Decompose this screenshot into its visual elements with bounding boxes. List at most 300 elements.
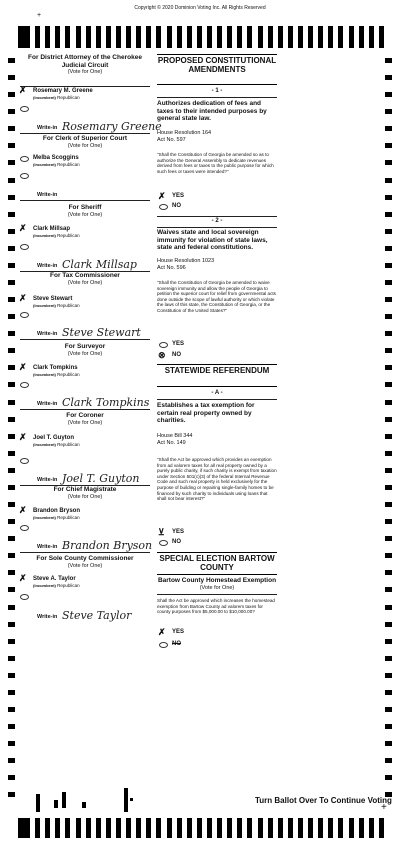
no-option[interactable]: [157, 202, 277, 212]
timing-mark: [369, 26, 374, 48]
timing-mark: [385, 451, 392, 456]
timing-mark: [258, 818, 263, 838]
voter-mark-icon: ✗: [158, 627, 166, 637]
office-title: For Clerk of Superior Court: [42, 135, 128, 142]
timing-mark: [45, 26, 50, 48]
writein-oval[interactable]: [20, 382, 29, 388]
timing-mark: [385, 536, 392, 541]
no-label: NO: [172, 641, 181, 647]
contest-header: [20, 204, 150, 218]
question-title: Establishes a tax exemption for certain real property owned by charities.: [157, 402, 255, 425]
writein-label: Write-in: [37, 125, 58, 131]
left-timing-marks: [8, 58, 15, 798]
no-option[interactable]: [157, 351, 277, 361]
candidate-name: Clark Tompkins: [33, 365, 78, 371]
vote-for-label: (Vote for One): [67, 279, 103, 286]
yes-label: YES: [172, 529, 185, 535]
writein-line[interactable]: [20, 322, 150, 340]
office-title: For Coroner: [66, 412, 104, 419]
timing-mark: [385, 212, 392, 217]
timing-mark: [8, 58, 15, 63]
timing-mark: [126, 818, 131, 838]
timing-mark: [8, 775, 15, 780]
timing-mark: [8, 741, 15, 746]
writein-oval[interactable]: [20, 312, 29, 318]
writein-line[interactable]: [20, 604, 150, 622]
no-label: NO: [172, 203, 181, 209]
candidate-option[interactable]: [19, 362, 150, 383]
timing-mark: [385, 553, 392, 558]
candidate-option[interactable]: [20, 155, 150, 173]
writein-label: Write-in: [37, 192, 58, 198]
timing-mark: [8, 451, 15, 456]
timing-mark: [8, 553, 15, 558]
timing-mark: [8, 263, 15, 268]
timing-mark: [65, 26, 70, 48]
timing-mark: [318, 818, 323, 838]
candidate-name: Steve Stewart: [33, 296, 73, 302]
timing-mark: [177, 26, 182, 48]
timing-mark: [207, 818, 212, 838]
candidate-name: Melba Scoggins: [33, 155, 79, 161]
candidate-oval[interactable]: [20, 156, 29, 162]
timing-mark: [385, 365, 392, 370]
candidate-name: Rosemary M. Greene: [33, 88, 93, 94]
vote-for-label: (Vote for One): [67, 69, 103, 75]
vote-for-label: (Vote for One): [67, 562, 103, 569]
candidate-party: (Incumbent) Republican: [33, 95, 80, 100]
office-title: For Surveyor: [64, 343, 106, 350]
timing-mark: [227, 26, 232, 48]
timing-mark: [385, 195, 392, 200]
timing-mark: [8, 417, 15, 422]
contest-header: [20, 343, 150, 357]
timing-mark: [8, 468, 15, 473]
timing-mark: [8, 382, 15, 387]
timing-mark: [8, 126, 15, 131]
timing-mark: [8, 485, 15, 490]
timing-mark: [385, 58, 392, 63]
handwritten-name: Rosemary Greene: [62, 120, 162, 133]
no-option[interactable]: [157, 538, 277, 548]
timing-mark: [369, 818, 374, 838]
special-election-header: SPECIAL ELECTION BARTOW COUNTY: [159, 554, 275, 572]
timing-mark: [96, 26, 101, 48]
timing-mark: [385, 229, 392, 234]
candidate-party: (Incumbent) Republican: [33, 372, 80, 377]
voter-mark-icon: ✗: [19, 85, 27, 95]
handwritten-name: Joel T. Guyton: [62, 472, 140, 485]
timing-mark: [76, 818, 81, 838]
timing-block: [36, 794, 40, 812]
timing-mark: [328, 26, 333, 48]
voter-mark-icon: ✗: [19, 573, 27, 583]
registration-plus-icon: +: [37, 12, 42, 19]
timing-mark: [8, 502, 15, 507]
question-number: - 2 -: [211, 218, 223, 224]
timing-mark: [385, 109, 392, 114]
timing-mark: [298, 26, 303, 48]
timing-mark: [385, 656, 392, 661]
timing-mark: [18, 26, 30, 48]
vote-for-label: (Vote for One): [67, 142, 103, 149]
timing-mark: [8, 605, 15, 610]
timing-mark: [227, 818, 232, 838]
candidate-party: (Incumbent) Republican: [33, 303, 80, 308]
contest-header: [20, 555, 150, 569]
section-rule: [157, 364, 277, 365]
writein-oval[interactable]: [20, 525, 29, 531]
timing-mark: [385, 92, 392, 97]
timing-mark: [8, 75, 15, 80]
contest-header: [20, 272, 150, 286]
question-reference: House Resolution 1023: [157, 258, 215, 264]
timing-mark: [288, 26, 293, 48]
handwritten-name: Brandon Bryson: [62, 539, 153, 552]
candidate-party: (Incumbent) Republican: [33, 583, 80, 588]
candidate-option[interactable]: [19, 223, 150, 244]
timing-mark: [156, 818, 161, 838]
timing-mark: [18, 818, 30, 838]
no-oval[interactable]: [159, 204, 168, 210]
timing-mark: [385, 468, 392, 473]
question-text: "Shall the Constitution of Georgia be amended to waive sovereign immunity and allow the people of Georgia to petition the superior court for relief from governmental acts done outside the scope of lawful authority or which violate the laws of this state, the Constitution of Georgia, or the Constitution of the United States?": [157, 280, 276, 313]
timing-mark: [318, 26, 323, 48]
timing-mark: [385, 143, 392, 148]
voter-mark-icon: ✗: [19, 505, 27, 515]
handwritten-name: Clark Tompkins: [62, 396, 150, 409]
timing-mark: [197, 26, 202, 48]
bottom-timing-blocks: [36, 788, 136, 812]
yes-oval[interactable]: [159, 342, 168, 348]
top-timing-marks: [18, 26, 384, 48]
writein-label: Write-in: [37, 614, 58, 620]
contest-header: [20, 486, 150, 500]
timing-mark: [268, 818, 273, 838]
candidate-party: (Incumbent) Republican: [33, 162, 80, 167]
writein-label: Write-in: [37, 477, 58, 483]
timing-mark: [65, 818, 70, 838]
timing-mark: [8, 519, 15, 524]
timing-mark: [146, 818, 151, 838]
timing-mark: [385, 724, 392, 729]
timing-mark: [8, 280, 15, 285]
timing-mark: [96, 818, 101, 838]
timing-mark: [8, 348, 15, 353]
writein-oval[interactable]: [20, 106, 29, 112]
writein-line[interactable]: [20, 183, 150, 201]
timing-mark: [8, 690, 15, 695]
amendments-header: PROPOSED CONSTITUTIONAL AMENDMENTS: [157, 56, 277, 74]
timing-mark: [385, 639, 392, 644]
handwritten-name: Clark Millsap: [62, 258, 137, 271]
office-title: For Sole County Commissioner: [36, 555, 134, 562]
timing-mark: [308, 26, 313, 48]
candidate-name: Steve A. Taylor: [33, 576, 76, 582]
writein-line[interactable]: [20, 535, 153, 553]
question-act-number: Act No. 149: [157, 440, 186, 446]
timing-mark: [8, 331, 15, 336]
timing-mark: [106, 818, 111, 838]
copyright-line: Copyright © 2020 Dominion Voting Inc. All Rights Reserved: [134, 5, 266, 11]
timing-mark: [379, 818, 384, 838]
timing-block: [124, 788, 128, 812]
timing-mark: [8, 297, 15, 302]
timing-mark: [106, 26, 111, 48]
yes-option[interactable]: [157, 340, 277, 350]
timing-mark: [8, 178, 15, 183]
yes-option[interactable]: [157, 528, 277, 538]
timing-mark: [385, 519, 392, 524]
writein-oval[interactable]: [20, 173, 29, 179]
timing-mark: [217, 26, 222, 48]
contest-header: [20, 412, 150, 426]
timing-mark: [167, 26, 172, 48]
timing-mark: [385, 690, 392, 695]
no-label: NO: [172, 352, 181, 358]
no-label: NO: [172, 539, 181, 545]
yes-label: YES: [172, 629, 185, 635]
timing-mark: [298, 818, 303, 838]
vote-for-label: (Vote for One): [67, 211, 103, 218]
referendum-header: STATEWIDE REFERENDUM: [164, 366, 270, 375]
timing-mark: [385, 434, 392, 439]
writein-line[interactable]: [20, 468, 150, 486]
vote-for-label: (Vote for One): [67, 350, 103, 357]
timing-mark: [385, 502, 392, 507]
question-title: Bartow County Homestead Exemption: [157, 577, 277, 584]
timing-mark: [385, 485, 392, 490]
timing-mark: [385, 775, 392, 780]
timing-mark: [8, 587, 15, 592]
turn-over-notice: Turn Ballot Over To Continue Voting: [255, 796, 392, 805]
timing-mark: [217, 818, 222, 838]
writein-oval[interactable]: [20, 244, 29, 250]
timing-mark: [278, 26, 283, 48]
yes-option[interactable]: [157, 628, 277, 638]
timing-mark: [8, 314, 15, 319]
timing-mark: [268, 26, 273, 48]
timing-mark: [385, 160, 392, 165]
timing-mark: [116, 818, 121, 838]
candidate-name: Clark Millsap: [33, 226, 71, 232]
writein-label: Write-in: [37, 331, 58, 337]
timing-mark: [349, 818, 354, 838]
timing-mark: [55, 26, 60, 48]
candidate-option[interactable]: [19, 432, 150, 453]
timing-mark: [385, 400, 392, 405]
vote-for-label: (Vote for One): [199, 585, 235, 591]
timing-mark: [35, 818, 40, 838]
timing-mark: [8, 570, 15, 575]
timing-mark: [8, 656, 15, 661]
timing-mark: [8, 434, 15, 439]
timing-mark: [197, 818, 202, 838]
question-reference: House Bill 344: [157, 433, 193, 439]
timing-mark: [8, 639, 15, 644]
yes-label: YES: [172, 193, 185, 199]
timing-mark: [385, 741, 392, 746]
timing-mark: [156, 26, 161, 48]
timing-mark: [8, 792, 15, 797]
timing-mark: [385, 246, 392, 251]
right-timing-marks: [385, 58, 392, 798]
timing-mark: [136, 818, 141, 838]
timing-mark: [8, 246, 15, 251]
registration-plus-icon: +: [381, 802, 387, 813]
timing-mark: [55, 818, 60, 838]
no-oval[interactable]: [159, 642, 168, 648]
yes-option[interactable]: [157, 192, 277, 202]
section-rule: [157, 54, 277, 55]
question-divider: [157, 227, 277, 228]
timing-mark: [126, 26, 131, 48]
question-title: Waives state and local sovereign immunity for violation of state laws, state and federal constitutions.: [157, 229, 268, 252]
candidate-option[interactable]: [19, 85, 150, 106]
vote-for-label: (Vote for One): [67, 419, 103, 426]
timing-mark: [247, 818, 252, 838]
voter-mark-icon: ✗: [19, 362, 27, 372]
timing-mark: [8, 365, 15, 370]
timing-mark: [385, 331, 392, 336]
writein-oval[interactable]: [20, 594, 29, 600]
timing-mark: [288, 818, 293, 838]
timing-mark: [385, 673, 392, 678]
voter-mark-icon: ✗: [158, 191, 166, 201]
timing-mark: [8, 143, 15, 148]
timing-mark: [8, 536, 15, 541]
timing-mark: [136, 26, 141, 48]
office-title: For Chief Magistrate: [53, 486, 117, 493]
voter-mark-icon: ⊗: [158, 350, 166, 360]
question-title: Authorizes dedication of fees and taxes to their intended purposes by general state law.: [157, 100, 267, 123]
writein-label: Write-in: [37, 401, 58, 407]
timing-mark: [8, 707, 15, 712]
timing-mark: [8, 400, 15, 405]
timing-mark: [385, 263, 392, 268]
timing-mark: [258, 26, 263, 48]
question-text: "Shall the Act be approved which provides an exemption from ad valorem taxes for all real property owned by a purely public charity, if such charity is exempt from taxation under Section 501(c)(3) of the federal Internal Revenue Code and such real property is held exclusively for the purpose of building or repairing single-family homes to be financed by such charity to individuals using loans that shall not bear interest?": [157, 457, 277, 502]
timing-mark: [385, 758, 392, 763]
question-divider: [157, 216, 277, 217]
timing-mark: [385, 417, 392, 422]
timing-block: [82, 802, 86, 808]
office-title: For Tax Commissioner: [50, 272, 120, 279]
timing-mark: [237, 26, 242, 48]
question-reference: House Resolution 164: [157, 130, 212, 136]
question-text: "Shall the Constitution of Georgia be amended so as to authorize the General Assembly to dedicate revenues derived from fees or taxes to the public purpose for which such fees or taxes were intended?": [157, 152, 274, 174]
no-oval[interactable]: [159, 540, 168, 546]
vote-for-label: (Vote for One): [67, 493, 103, 500]
timing-mark: [385, 707, 392, 712]
timing-mark: [35, 26, 40, 48]
voter-mark-icon: ✗: [19, 432, 27, 442]
timing-mark: [45, 818, 50, 838]
timing-mark: [385, 622, 392, 627]
section-rule: [157, 386, 277, 387]
timing-block: [54, 800, 58, 808]
timing-mark: [8, 212, 15, 217]
timing-mark: [8, 229, 15, 234]
yes-label: YES: [172, 341, 185, 347]
question-number: - 1 -: [211, 88, 223, 94]
timing-mark: [385, 605, 392, 610]
timing-mark: [146, 26, 151, 48]
timing-mark: [385, 178, 392, 183]
timing-mark: [385, 75, 392, 80]
question-number: - A -: [211, 390, 223, 396]
handwritten-name: Steve Taylor: [62, 609, 132, 622]
timing-mark: [207, 26, 212, 48]
writein-line[interactable]: [20, 392, 150, 410]
candidate-party: (Incumbent) Republican: [33, 442, 80, 447]
timing-mark: [379, 26, 384, 48]
timing-mark: [8, 622, 15, 627]
timing-mark: [86, 26, 91, 48]
timing-mark: [385, 126, 392, 131]
writein-line[interactable]: [20, 254, 150, 272]
candidate-name: Joel T. Guyton: [33, 435, 75, 441]
candidate-party: (Incumbent) Republican: [33, 515, 80, 520]
contest-header: [20, 54, 150, 76]
timing-mark: [8, 673, 15, 678]
timing-mark: [8, 724, 15, 729]
candidate-option[interactable]: [19, 573, 150, 594]
candidate-option[interactable]: [19, 293, 150, 314]
timing-mark: [8, 195, 15, 200]
timing-mark: [328, 818, 333, 838]
voter-mark-icon: ⊻: [158, 527, 165, 537]
question-act-number: Act No. 596: [157, 265, 186, 271]
writein-oval[interactable]: [20, 458, 29, 464]
timing-mark: [177, 818, 182, 838]
bottom-timing-marks: [18, 818, 384, 838]
timing-block: [130, 798, 133, 801]
timing-mark: [385, 587, 392, 592]
timing-mark: [385, 382, 392, 387]
timing-mark: [8, 92, 15, 97]
candidate-party: (Incumbent) Republican: [33, 233, 80, 238]
section-rule: [157, 84, 277, 85]
timing-mark: [385, 314, 392, 319]
section-rule: [157, 552, 277, 553]
no-option[interactable]: [157, 640, 277, 650]
timing-block: [62, 792, 66, 808]
writein-label: Write-in: [37, 263, 58, 269]
timing-mark: [167, 818, 172, 838]
timing-mark: [247, 26, 252, 48]
timing-mark: [385, 280, 392, 285]
timing-mark: [385, 297, 392, 302]
question-divider: [157, 97, 277, 98]
timing-mark: [359, 26, 364, 48]
timing-mark: [308, 818, 313, 838]
question-text: Shall the Act be approved which increases the homestead exemption from Bartow County ad valorem taxes for county purposes from $5,000.00 to $10,000.00?: [157, 598, 275, 615]
timing-mark: [8, 160, 15, 165]
timing-mark: [86, 818, 91, 838]
contest-header: [20, 135, 150, 149]
writein-line[interactable]: [20, 116, 162, 134]
timing-mark: [338, 26, 343, 48]
question-divider: [157, 594, 277, 595]
question-divider: [157, 399, 277, 400]
candidate-option[interactable]: [19, 505, 150, 526]
writein-label: Write-in: [37, 544, 58, 550]
timing-mark: [385, 348, 392, 353]
section-rule: [157, 574, 277, 575]
voter-mark-icon: ✗: [19, 293, 27, 303]
timing-mark: [359, 818, 364, 838]
